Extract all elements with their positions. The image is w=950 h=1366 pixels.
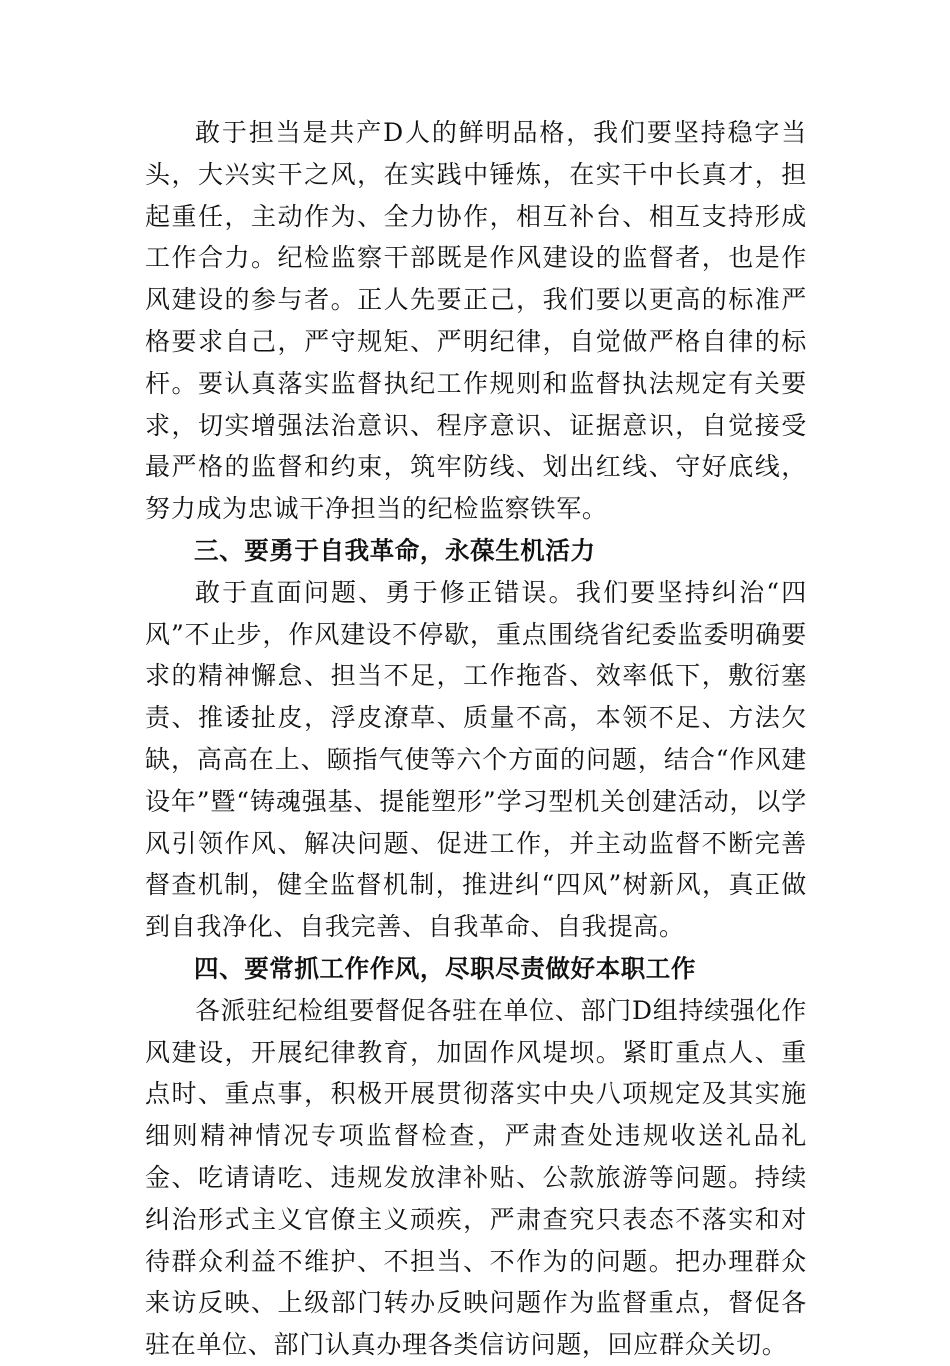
section-heading-three: 三、要勇于自我革命，永葆生机活力 [194, 535, 596, 565]
paragraph-responsibility: 敢于担当是共产D人的鲜明品格，我们要坚持稳字当头，大兴实干之风，在实践中锤炼，在实干中长真才，担起重任，主动作为、全力协作，相互补台、相互支持形成工作合力。纪检监察干部既是作风建设的监督者，也是作风建设的参与者。正人先要正己，我们要以更高的标准严格要求自己，严守规矩、严明纪律，自觉做严格自律的标杆。要认真落实监督执纪工作规则和监督执法规定有关要求，切实增强法治意识、程序意识、证据意识，自觉接受最严格的监督和约束，筑牢防线、划出红线、守好底线，努力成为忠诚干净担当的纪检监察铁军。 [145, 118, 807, 524]
section-heading-four: 四、要常抓工作作风，尽职尽责做好本职工作 [194, 953, 696, 983]
document-body [145, 112, 807, 1366]
paragraph-work-style: 各派驻纪检组要督促各驻在单位、部门D组持续强化作风建设，开展纪律教育，加固作风堤坝。紧盯重点人、重点时、重点事，积极开展贯彻落实中央八项规定及其实施细则精神情况专项监督检查，严肃查处违规收送礼品礼金、吃请请吃、违规发放津补贴、公款旅游等问题。持续纠治形式主义官僚主义顽疾，严肃查究只表态不落实和对待群众利益不维护、不担当、不作为的问题。把办理群众来访反映、上级部门转办反映问题作为监督重点，督促各驻在单位、部门认真办理各类信访问题，回应群众关切。 [145, 995, 807, 1360]
paragraph-self-revolution: 敢于直面问题、勇于修正错误。我们要坚持纠治“四风”不止步，作风建设不停歇，重点围绕省纪委监委明确要求的精神懈怠、担当不足，工作拖沓、效率低下，敷衍塞责、推诿扯皮，浮皮潦草、质量不高，本领不足、方法欠缺，高高在上、颐指气使等六个方面的问题，结合“作风建设年”暨“铸魂强基、提能塑形”学习型机关创建活动，以学风引领作风、解决问题、促进工作，并主动监督不断完善督查机制，健全监督机制，推进纠“四风”树新风，真正做到自我净化、自我完善、自我革命、自我提高。 [145, 577, 807, 942]
